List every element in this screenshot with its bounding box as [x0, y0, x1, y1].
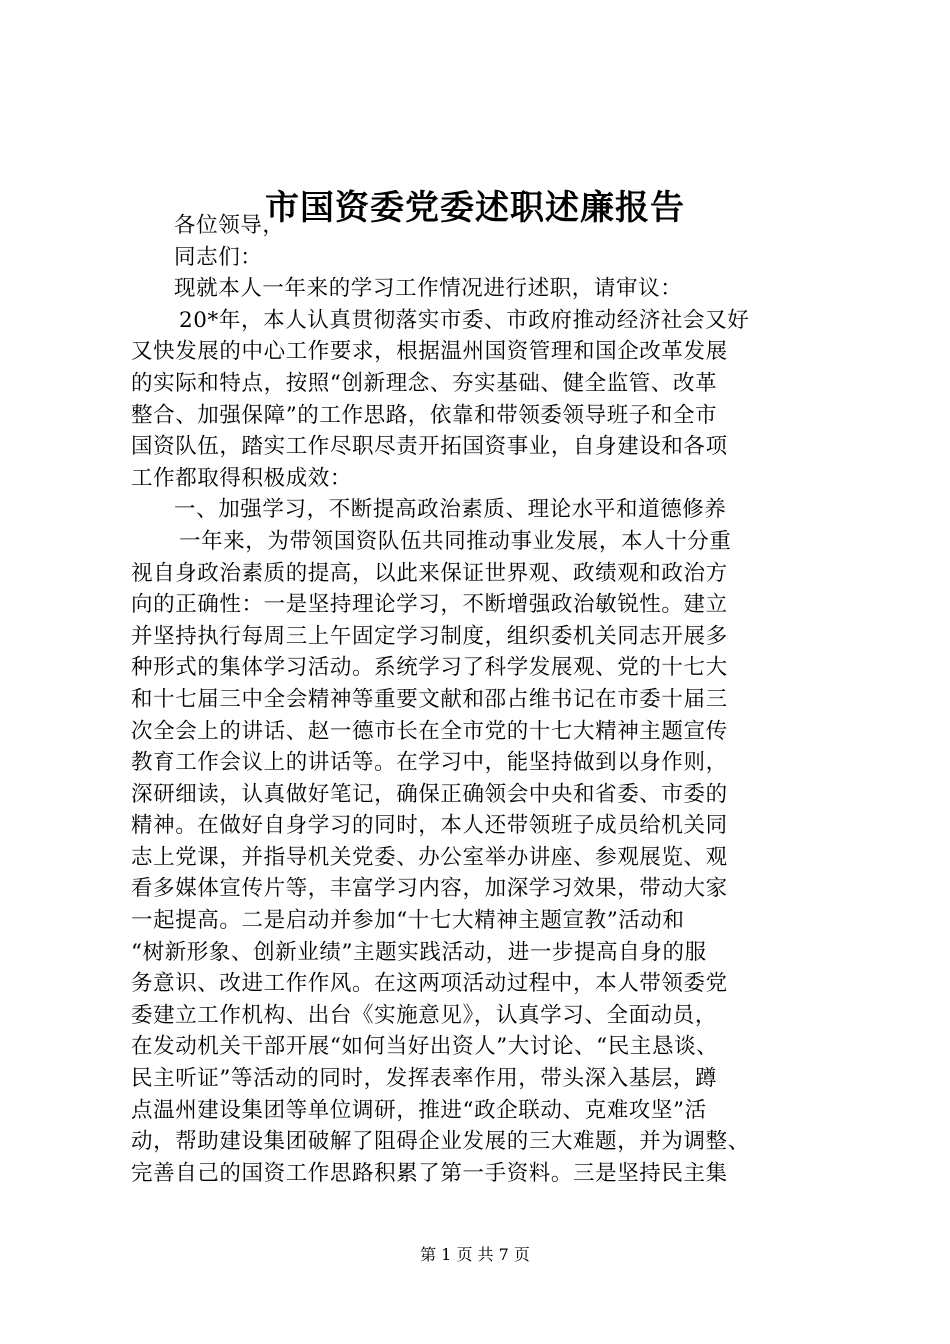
- paragraph-line: 次全会上的讲话、赵一德市长在全市党的十七大精神主题宣传: [131, 718, 728, 744]
- document-title: 市国资委党委述职述廉报告: [265, 188, 685, 228]
- paragraph-line: 视自身政治素质的提高，以此来保证世界观、政绩观和政治方: [131, 560, 728, 586]
- paragraph-line: 民主听证”等活动的同时，发挥表率作用，带头深入基层，蹲: [131, 1066, 718, 1092]
- paragraph-line: 向的正确性：一是坚持理论学习，不断增强政治敏锐性。建立: [131, 592, 728, 618]
- paragraph-line: 20*年，本人认真贯彻落实市委、市政府推动经济社会又好: [179, 307, 750, 333]
- paragraph-line: 志上党课，并指导机关党委、办公室举办讲座、参观展览、观: [131, 844, 728, 870]
- paragraph-line: 一年来，为带领国资队伍共同推动事业发展，本人十分重: [179, 528, 732, 554]
- paragraph-line: 完善自己的国资工作思路积累了第一手资料。三是坚持民主集: [131, 1160, 728, 1186]
- salutation-line: 同志们：: [174, 244, 263, 270]
- paragraph-line: 一起提高。二是启动并参加“十七大精神主题宣教”活动和: [131, 908, 685, 934]
- paragraph-line: “树新形象、创新业绩”主题实践活动，进一步提高自身的服: [131, 939, 707, 965]
- page-footer: 第 1 页 共 7 页: [420, 1245, 530, 1264]
- paragraph-line: 的实际和特点，按照“创新理念、夯实基础、健全监管、改革: [131, 370, 718, 396]
- paragraph-line: 动，帮助建设集团破解了阻碍企业发展的三大难题，并为调整、: [131, 1129, 750, 1155]
- paragraph-line: 委建立工作机构、出台《实施意见》，认真学习、全面动员，: [131, 1002, 717, 1028]
- paragraph-line: 又快发展的中心工作要求，根据温州国资管理和国企改革发展: [131, 339, 728, 365]
- paragraph-line: 点温州建设集团等单位调研，推进“政企联动、克难攻坚”活: [131, 1097, 707, 1123]
- paragraph-line: 教育工作会议上的讲话等。在学习中，能坚持做到以身作则，: [131, 750, 728, 776]
- paragraph-line: 深研细读，认真做好笔记，确保正确领会中央和省委、市委的: [131, 781, 728, 807]
- section-heading: 一、加强学习，不断提高政治素质、理论水平和道德修养: [174, 497, 727, 523]
- paragraph-line: 看多媒体宣传片等，丰富学习内容，加深学习效果，带动大家: [131, 876, 728, 902]
- paragraph-line: 工作都取得积极成效：: [131, 465, 353, 491]
- intro-line: 现就本人一年来的学习工作情况进行述职，请审议：: [174, 276, 683, 302]
- paragraph-line: 并坚持执行每周三上午固定学习制度，组织委机关同志开展多: [131, 623, 728, 649]
- paragraph-line: 务意识、改进工作作风。在这两项活动过程中，本人带领委党: [131, 971, 728, 997]
- paragraph-line: 和十七届三中全会精神等重要文献和邵占维书记在市委十届三: [131, 686, 728, 712]
- paragraph-line: 种形式的集体学习活动。系统学习了科学发展观、党的十七大: [131, 655, 728, 681]
- document-body: [131, 210, 831, 1189]
- paragraph-line: 整合、加强保障”的工作思路，依靠和带领委领导班子和全市: [131, 402, 718, 428]
- paragraph-line: 精神。在做好自身学习的同时，本人还带领班子成员给机关同: [131, 813, 728, 839]
- paragraph-line: 国资队伍，踏实工作尽职尽责开拓国资事业，自身建设和各项: [131, 434, 728, 460]
- salutation-line: 各位领导，: [174, 213, 285, 238]
- paragraph-line: 在发动机关干部开展“如何当好出资人”大讨论、“民主恳谈、: [131, 1034, 719, 1060]
